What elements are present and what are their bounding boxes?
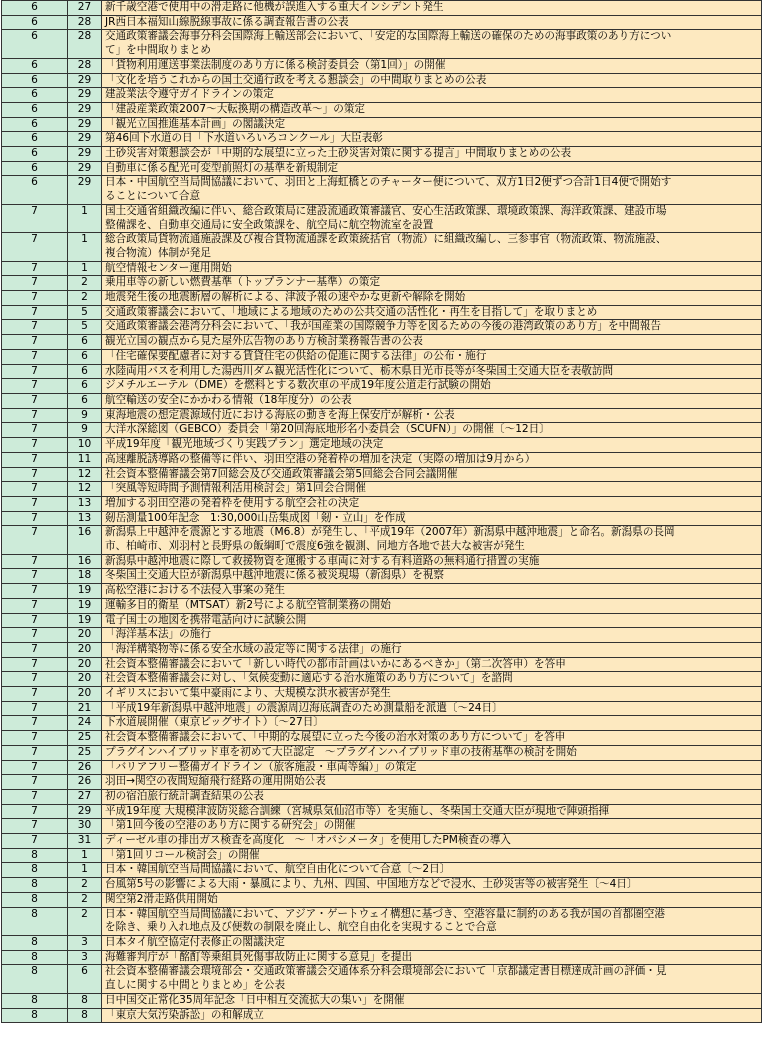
table-row xyxy=(2,176,762,204)
event-cell: JR西日本福知山線脱線事故に係る調査報告書の公表 xyxy=(102,15,762,30)
table-row xyxy=(2,335,762,350)
day-cell: 19 xyxy=(68,613,102,628)
table-row xyxy=(2,819,762,834)
month-cell: 8 xyxy=(2,965,68,993)
event-cell: 第46回下水道の日「下水道いろいろコンクール」大臣表彰 xyxy=(102,132,762,147)
event-cell: 「東京大気汚染訴訟」の和解成立 xyxy=(102,1008,762,1023)
event-cell: 日本・中国航空当局間協議において、羽田と上海虹橋とのチャーター便について、双方1日2便ずつ合計1日4便で開始す ることについて合意 xyxy=(102,176,762,204)
event-cell: 社会資本整備審議会環境部会・交通政策審議会交通体系分科会環境部会において「京都議定書目標達成計画の評価・見 直しに関する中間とりまとめ」を公表 xyxy=(102,965,762,993)
month-cell: 7 xyxy=(2,745,68,760)
event-cell: 高速離脱誘導路の整備等に伴い、羽田空港の発着枠の増加を決定（実際の増加は9月から） xyxy=(102,452,762,467)
month-cell: 7 xyxy=(2,204,68,232)
event-cell: 「建設産業政策2007～大転換期の構造改革～」の策定 xyxy=(102,102,762,117)
table-row xyxy=(2,672,762,687)
event-cell: ディーゼル車の排出ガス検査を高度化 ～「オパシメータ」を使用したPM検査の導入 xyxy=(102,834,762,849)
day-cell: 30 xyxy=(68,819,102,834)
day-cell: 20 xyxy=(68,642,102,657)
day-cell: 25 xyxy=(68,745,102,760)
day-cell: 1 xyxy=(68,204,102,232)
event-cell: 日本・韓国航空当局間協議において、航空自由化について合意〔～2日〕 xyxy=(102,863,762,878)
table-row xyxy=(2,628,762,643)
table-row xyxy=(2,965,762,993)
day-cell: 29 xyxy=(68,132,102,147)
day-cell: 29 xyxy=(68,117,102,132)
event-cell: 社会資本整備審議会に対し、「気候変動に適応する治水施策のあり方について」を諮問 xyxy=(102,672,762,687)
day-cell: 1 xyxy=(68,848,102,863)
table-row xyxy=(2,15,762,30)
event-cell: 観光立国の観点から見た屋外広告物のあり方検討業務報告書の公表 xyxy=(102,335,762,350)
month-cell: 8 xyxy=(2,950,68,965)
event-cell: 運輸多目的衛星（MTSAT）新2号による航空管制業務の開始 xyxy=(102,598,762,613)
day-cell: 26 xyxy=(68,760,102,775)
table-row xyxy=(2,731,762,746)
event-cell: 増加する羽田空港の発着枠を使用する航空会社の決定 xyxy=(102,496,762,511)
table-row xyxy=(2,701,762,716)
month-cell: 8 xyxy=(2,993,68,1008)
event-cell: 剱岳測量100年記念 1:30,000山岳集成図「剱・立山」を作成 xyxy=(102,511,762,526)
day-cell: 8 xyxy=(68,1008,102,1023)
table-row xyxy=(2,102,762,117)
day-cell: 12 xyxy=(68,482,102,497)
table-row xyxy=(2,467,762,482)
month-cell: 6 xyxy=(2,176,68,204)
day-cell: 2 xyxy=(68,291,102,306)
table-row xyxy=(2,482,762,497)
table-row xyxy=(2,117,762,132)
month-cell: 7 xyxy=(2,408,68,423)
event-cell: 自動車に係る配光可変型前照灯の基準を新規制定 xyxy=(102,161,762,176)
event-cell: 交通政策審議会港湾分科会において、「我が国産業の国際競争力等を図るための今後の港湾政策のあり方」を中間報告 xyxy=(102,320,762,335)
month-cell: 7 xyxy=(2,731,68,746)
event-cell: 「住宅確保要配慮者に対する賃貸住宅の供給の促進に関する法律」の公布・施行 xyxy=(102,349,762,364)
event-cell: 「文化を培うこれからの国土交通行政を考える懇談会」の中間取りまとめの公表 xyxy=(102,73,762,88)
table-row xyxy=(2,1,762,16)
table-row xyxy=(2,657,762,672)
event-cell: 「突風等短時間予測情報利活用検討会」第1回会合開催 xyxy=(102,482,762,497)
event-cell: 国土交通省組織改編に伴い、総合政策局に建設流通政策審議官、安心生活政策課、環境政策課、海洋政策課、建設市場 整備課を、自動車交通局に安全政策課を、航空局に航空物流室を設置 xyxy=(102,204,762,232)
day-cell: 10 xyxy=(68,438,102,453)
table-row xyxy=(2,58,762,73)
month-cell: 8 xyxy=(2,878,68,893)
table-row xyxy=(2,393,762,408)
month-cell: 6 xyxy=(2,30,68,58)
table-row xyxy=(2,408,762,423)
month-cell: 7 xyxy=(2,804,68,819)
month-cell: 8 xyxy=(2,936,68,951)
day-cell: 16 xyxy=(68,526,102,554)
month-cell: 8 xyxy=(2,892,68,907)
chronology-table xyxy=(1,0,762,1023)
table-row xyxy=(2,642,762,657)
day-cell: 29 xyxy=(68,161,102,176)
table-row xyxy=(2,233,762,261)
table-row xyxy=(2,993,762,1008)
event-cell: 台風第5号の影響による大雨・暴風により、九州、四国、中国地方などで浸水、土砂災害等の被害発生〔～4日〕 xyxy=(102,878,762,893)
month-cell: 6 xyxy=(2,73,68,88)
table-row xyxy=(2,261,762,276)
day-cell: 27 xyxy=(68,789,102,804)
table-row xyxy=(2,438,762,453)
day-cell: 21 xyxy=(68,701,102,716)
month-cell: 7 xyxy=(2,467,68,482)
month-cell: 7 xyxy=(2,276,68,291)
table-row xyxy=(2,863,762,878)
month-cell: 7 xyxy=(2,657,68,672)
event-cell: 関空第2滑走路供用開始 xyxy=(102,892,762,907)
day-cell: 9 xyxy=(68,423,102,438)
day-cell: 11 xyxy=(68,452,102,467)
day-cell: 2 xyxy=(68,892,102,907)
table-row xyxy=(2,848,762,863)
table-row xyxy=(2,526,762,554)
month-cell: 7 xyxy=(2,496,68,511)
chronology-rows xyxy=(2,1,762,1023)
event-cell: 社会資本整備審議会第7回総会及び交通政策審議会第5回総会合同会議開催 xyxy=(102,467,762,482)
day-cell: 18 xyxy=(68,569,102,584)
month-cell: 8 xyxy=(2,1008,68,1023)
table-row xyxy=(2,496,762,511)
event-cell: 平成19年度「観光地域づくり実践プラン」選定地域の決定 xyxy=(102,438,762,453)
day-cell: 24 xyxy=(68,716,102,731)
month-cell: 7 xyxy=(2,760,68,775)
day-cell: 19 xyxy=(68,584,102,599)
table-row xyxy=(2,936,762,951)
table-row xyxy=(2,73,762,88)
event-cell: 大洋水深総図（GEBCO）委員会「第20回海底地形名小委員会（SCUFN）」の開催〔～12日〕 xyxy=(102,423,762,438)
month-cell: 7 xyxy=(2,819,68,834)
table-row xyxy=(2,892,762,907)
month-cell: 8 xyxy=(2,848,68,863)
day-cell: 27 xyxy=(68,1,102,16)
table-row xyxy=(2,364,762,379)
month-cell: 7 xyxy=(2,584,68,599)
event-cell: 「観光立国推進基本計画」の閣議決定 xyxy=(102,117,762,132)
table-row xyxy=(2,204,762,232)
day-cell: 6 xyxy=(68,364,102,379)
event-cell: 日本・韓国航空当局間協議において、アジア・ゲートウェイ構想に基づき、空港容量に制約のある我が国の首都圏空港 を除き、乗り入れ地点及び便数の制限を廃止し、航空自由化を実現することで合意 xyxy=(102,907,762,935)
day-cell: 20 xyxy=(68,628,102,643)
month-cell: 6 xyxy=(2,88,68,103)
month-cell: 7 xyxy=(2,716,68,731)
event-cell: 日本タイ航空協定付表修正の閣議決定 xyxy=(102,936,762,951)
table-row xyxy=(2,598,762,613)
month-cell: 7 xyxy=(2,642,68,657)
month-cell: 7 xyxy=(2,379,68,394)
day-cell: 29 xyxy=(68,88,102,103)
month-cell: 7 xyxy=(2,701,68,716)
table-row xyxy=(2,745,762,760)
day-cell: 29 xyxy=(68,73,102,88)
month-cell: 6 xyxy=(2,1,68,16)
day-cell: 19 xyxy=(68,598,102,613)
table-row xyxy=(2,349,762,364)
table-row xyxy=(2,30,762,58)
table-row xyxy=(2,511,762,526)
event-cell: 「バリアフリー整備ガイドライン（旅客施設・車両等編）」の策定 xyxy=(102,760,762,775)
event-cell: 東海地震の想定震源域付近における海底の動きを海上保安庁が解析・公表 xyxy=(102,408,762,423)
table-row xyxy=(2,305,762,320)
table-row xyxy=(2,1008,762,1023)
day-cell: 2 xyxy=(68,276,102,291)
month-cell: 7 xyxy=(2,526,68,554)
day-cell: 13 xyxy=(68,496,102,511)
table-row xyxy=(2,276,762,291)
day-cell: 6 xyxy=(68,349,102,364)
day-cell: 28 xyxy=(68,30,102,58)
event-cell: 羽田→関空の夜間短縮飛行経路の運用開始公表 xyxy=(102,775,762,790)
month-cell: 7 xyxy=(2,789,68,804)
month-cell: 8 xyxy=(2,907,68,935)
month-cell: 7 xyxy=(2,598,68,613)
month-cell: 7 xyxy=(2,687,68,702)
table-row xyxy=(2,132,762,147)
day-cell: 26 xyxy=(68,775,102,790)
day-cell: 6 xyxy=(68,379,102,394)
month-cell: 7 xyxy=(2,482,68,497)
table-row xyxy=(2,452,762,467)
day-cell: 28 xyxy=(68,15,102,30)
event-cell: 日中国交正常化35周年記念「日中相互交流拡大の集い」を開催 xyxy=(102,993,762,1008)
event-cell: 「海洋構築物等に係る安全水域の設定等に関する法律」の施行 xyxy=(102,642,762,657)
event-cell: 社会資本整備審議会において「新しい時代の都市計画はいかにあるべきか」（第二次答申）を答申 xyxy=(102,657,762,672)
day-cell: 6 xyxy=(68,335,102,350)
month-cell: 7 xyxy=(2,291,68,306)
event-cell: 新千歳空港で使用中の滑走路に他機が誤進入する重大インシデント発生 xyxy=(102,1,762,16)
month-cell: 7 xyxy=(2,613,68,628)
table-row xyxy=(2,613,762,628)
day-cell: 29 xyxy=(68,147,102,162)
month-cell: 7 xyxy=(2,672,68,687)
table-row xyxy=(2,88,762,103)
month-cell: 6 xyxy=(2,15,68,30)
month-cell: 7 xyxy=(2,364,68,379)
table-row xyxy=(2,760,762,775)
table-row xyxy=(2,789,762,804)
event-cell: 総合政策局貨物流通施設課及び複合貨物流通課を政策統括官（物流）に組織改編し、三参事官（物流政策、物流施設、 複合物流）体制が発足 xyxy=(102,233,762,261)
month-cell: 6 xyxy=(2,132,68,147)
day-cell: 29 xyxy=(68,176,102,204)
month-cell: 7 xyxy=(2,320,68,335)
month-cell: 7 xyxy=(2,775,68,790)
event-cell: 電子国土の地図を携帯電話向けに試験公開 xyxy=(102,613,762,628)
event-cell: 航空輸送の安全にかかわる情報（18年度分）の公表 xyxy=(102,393,762,408)
day-cell: 29 xyxy=(68,804,102,819)
event-cell: 「第1回リコール検討会」の開催 xyxy=(102,848,762,863)
table-row xyxy=(2,775,762,790)
day-cell: 16 xyxy=(68,554,102,569)
month-cell: 7 xyxy=(2,452,68,467)
table-row xyxy=(2,291,762,306)
event-cell: 航空情報センター運用開始 xyxy=(102,261,762,276)
table-row xyxy=(2,907,762,935)
event-cell: イギリスにおいて集中豪雨により、大規模な洪水被害が発生 xyxy=(102,687,762,702)
day-cell: 6 xyxy=(68,965,102,993)
event-cell: 新潟県上中越沖を震源とする地震（M6.8）が発生し、「平成19年（2007年）新潟県中越沖地震」と命名。新潟県の長岡 市、柏崎市、刈羽村と長野県の飯綱町で震度6強を観測、同地方各地で甚大な被害が発生 xyxy=(102,526,762,554)
event-cell: 下水道展開催（東京ビッグサイト）〔～27日〕 xyxy=(102,716,762,731)
month-cell: 6 xyxy=(2,161,68,176)
month-cell: 7 xyxy=(2,233,68,261)
day-cell: 20 xyxy=(68,672,102,687)
month-cell: 6 xyxy=(2,117,68,132)
event-cell: 水陸両用バスを利用した湯西川ダム観光活性化について、栃木県日光市長等が冬柴国土交通大臣を表敬訪問 xyxy=(102,364,762,379)
day-cell: 28 xyxy=(68,58,102,73)
day-cell: 3 xyxy=(68,936,102,951)
table-row xyxy=(2,147,762,162)
table-row xyxy=(2,878,762,893)
day-cell: 2 xyxy=(68,907,102,935)
event-cell: 高松空港における不法侵入事案の発生 xyxy=(102,584,762,599)
event-cell: 建設業法令遵守ガイドラインの策定 xyxy=(102,88,762,103)
table-row xyxy=(2,379,762,394)
event-cell: 社会資本整備審議会において、「中期的な展望に立った今後の治水対策のあり方について」を答申 xyxy=(102,731,762,746)
event-cell: 「貨物利用運送事業法制度のあり方に係る検討委員会（第1回）」の開催 xyxy=(102,58,762,73)
day-cell: 20 xyxy=(68,687,102,702)
table-row xyxy=(2,554,762,569)
month-cell: 7 xyxy=(2,834,68,849)
event-cell: 土砂災害対策懇談会が「中期的な展望に立った土砂災害対策に関する提言」中間取りまとめの公表 xyxy=(102,147,762,162)
table-row xyxy=(2,950,762,965)
month-cell: 7 xyxy=(2,393,68,408)
month-cell: 7 xyxy=(2,438,68,453)
event-cell: 新潟県中越沖地震に際して救援物資を運搬する車両に対する有料道路の無料通行措置の実施 xyxy=(102,554,762,569)
table-row xyxy=(2,716,762,731)
event-cell: 平成19年度 大規模津波防災総合訓練（宮城県気仙沼市等）を実施し、冬柴国土交通大臣が現地で陣頭指揮 xyxy=(102,804,762,819)
table-row xyxy=(2,834,762,849)
month-cell: 7 xyxy=(2,511,68,526)
month-cell: 6 xyxy=(2,102,68,117)
month-cell: 7 xyxy=(2,261,68,276)
month-cell: 7 xyxy=(2,628,68,643)
day-cell: 3 xyxy=(68,950,102,965)
event-cell: 「第1回今後の空港のあり方に関する研究会」の開催 xyxy=(102,819,762,834)
day-cell: 6 xyxy=(68,393,102,408)
month-cell: 6 xyxy=(2,58,68,73)
day-cell: 20 xyxy=(68,657,102,672)
day-cell: 8 xyxy=(68,993,102,1008)
table-row xyxy=(2,161,762,176)
event-cell: プラグインハイブリッド車を初めて大臣認定 ～プラグインハイブリッド車の技術基準の検討を開始 xyxy=(102,745,762,760)
table-row xyxy=(2,423,762,438)
event-cell: 地震発生後の地震断層の解析による、津波予報の速やかな更新や解除を開始 xyxy=(102,291,762,306)
event-cell: 交通政策審議会において、「地域による地域のための公共交通の活性化・再生を目指して」を取りまとめ xyxy=(102,305,762,320)
month-cell: 7 xyxy=(2,554,68,569)
day-cell: 1 xyxy=(68,863,102,878)
day-cell: 31 xyxy=(68,834,102,849)
event-cell: 「平成19年新潟県中越沖地震」の震源周辺海底調査のため測量船を派遣〔～24日〕 xyxy=(102,701,762,716)
day-cell: 1 xyxy=(68,233,102,261)
event-cell: ジメチルエーテル（DME）を燃料とする数次車の平成19年度公道走行試験の開始 xyxy=(102,379,762,394)
day-cell: 25 xyxy=(68,731,102,746)
table-row xyxy=(2,320,762,335)
table-row xyxy=(2,584,762,599)
month-cell: 7 xyxy=(2,349,68,364)
event-cell: 冬柴国土交通大臣が新潟県中越沖地震に係る被災現場（新潟県）を視察 xyxy=(102,569,762,584)
day-cell: 29 xyxy=(68,102,102,117)
table-row xyxy=(2,804,762,819)
month-cell: 6 xyxy=(2,147,68,162)
day-cell: 5 xyxy=(68,305,102,320)
month-cell: 7 xyxy=(2,335,68,350)
day-cell: 1 xyxy=(68,261,102,276)
month-cell: 8 xyxy=(2,863,68,878)
event-cell: 乗用車等の新しい燃費基準（トップランナー基準）の策定 xyxy=(102,276,762,291)
day-cell: 13 xyxy=(68,511,102,526)
event-cell: 初の宿泊旅行統計調査結果の公表 xyxy=(102,789,762,804)
event-cell: 「海洋基本法」の施行 xyxy=(102,628,762,643)
event-cell: 交通政策審議会海事分科会国際海上輸送部会において、「安定的な国際海上輸送の確保のための海事政策のあり方につい て」を中間取りまとめ xyxy=(102,30,762,58)
month-cell: 7 xyxy=(2,569,68,584)
event-cell: 海難審判庁が「酩酊等乗組員死傷事故防止に関する意見」を提出 xyxy=(102,950,762,965)
table-row xyxy=(2,569,762,584)
day-cell: 9 xyxy=(68,408,102,423)
day-cell: 5 xyxy=(68,320,102,335)
table-row xyxy=(2,687,762,702)
day-cell: 2 xyxy=(68,878,102,893)
month-cell: 7 xyxy=(2,305,68,320)
day-cell: 12 xyxy=(68,467,102,482)
month-cell: 7 xyxy=(2,423,68,438)
